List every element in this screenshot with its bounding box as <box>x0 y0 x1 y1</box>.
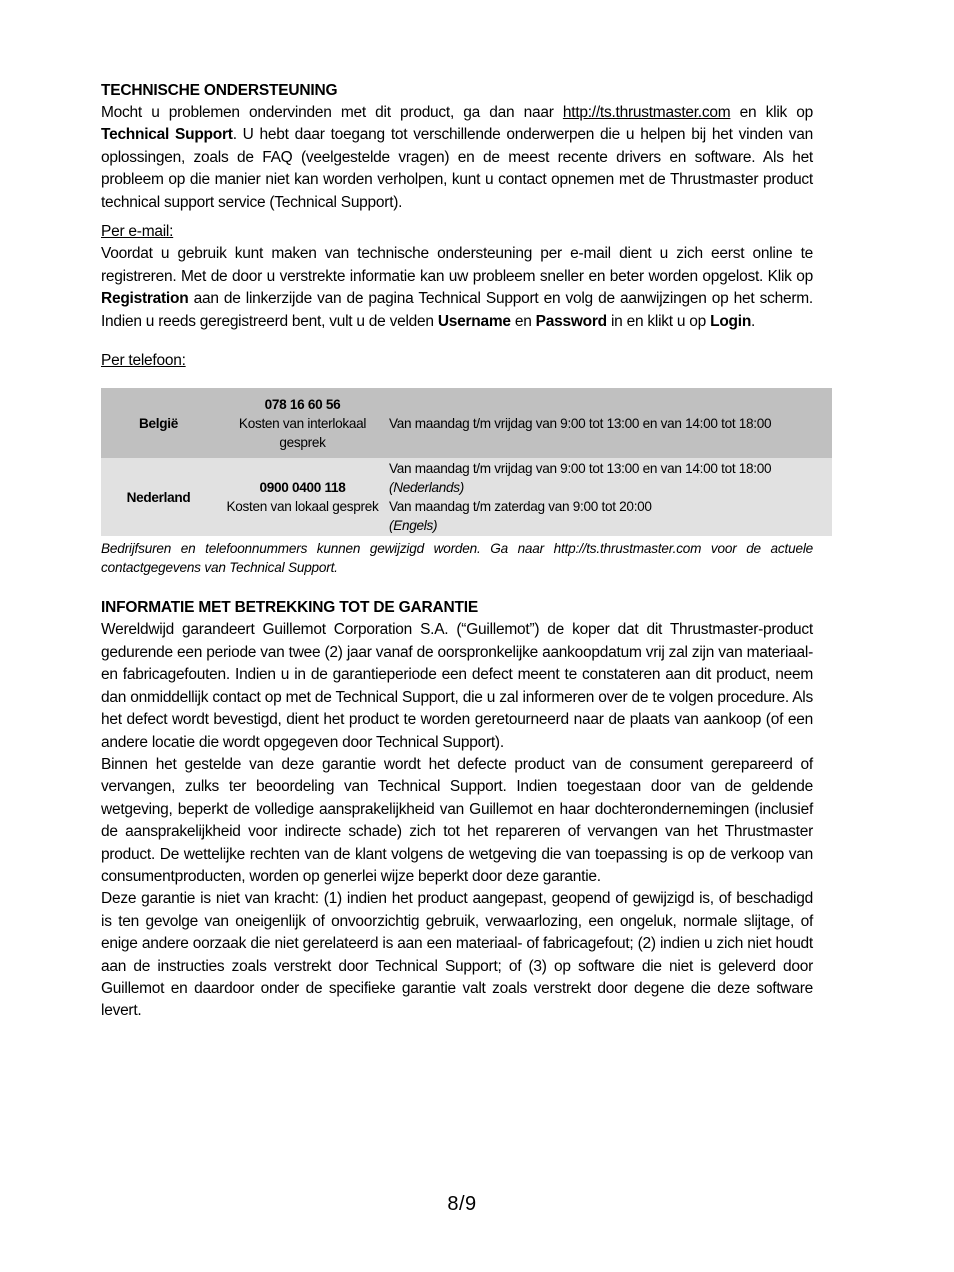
email-paragraph: Voordat u gebruik kunt maken van technische ondersteuning per e-mail dient u zich eerst online te registreren. Met de door u verstrekte informatie kan uw probleem sneller en beter worden opgelost. Klik op Registration aan de linkerzijde van de pagina Technical Support en volg de aanwijzingen op het scherm. Indien u reeds geregistreerd bent, vult u de velden Username en Password in en klikt u op Login. <box>101 245 813 330</box>
login-bold: Login <box>710 312 752 330</box>
password-bold: Password <box>535 312 607 330</box>
hours-line: Van maandag t/m vrijdag van 9:00 tot 13:00 en van 14:00 tot 18:00 <box>389 461 772 477</box>
email-label: Per e-mail: <box>101 223 174 241</box>
table-row <box>101 458 832 536</box>
support-heading: TECHNISCHE ONDERSTEUNING <box>101 82 338 99</box>
warranty-heading: INFORMATIE MET BETREKKING TOT DE GARANTIE <box>101 599 478 617</box>
country-cell: Nederland <box>126 489 191 505</box>
phone-support-table <box>101 388 832 536</box>
language-note: (Nederlands) <box>389 480 464 496</box>
warranty-paragraph: Deze garantie is niet van kracht: (1) indien het product aangepast, geopend of gewijzigd is, of beschadigd is ten gevolge van oneigenlijk of onvoorzichtig gebruik, verwaarlozing, een ongeluk, normale slijtage, of enige andere oorzaak die niet gerelateerd is aan een materiaal- of fabricagefout; (2) indien u zich niet houdt aan de instructies zoals verstrekt door Technical Support; of (3) op software die niet is geleverd door Guillemot en daardoor onder de specifieke garantie valt zoals verstrekt door degene die deze software levert. <box>101 890 813 1020</box>
country-cell: België <box>139 415 178 431</box>
phone-cell <box>216 388 389 458</box>
registration-bold: Registration <box>101 290 189 308</box>
technical-support-bold: Technical Support <box>101 126 233 144</box>
hours-cell <box>389 388 832 458</box>
warranty-paragraph: Wereldwijd garandeert Guillemot Corporation S.A. (“Guillemot”) de koper dat dit Thrustmaster-product gedurende een periode van twee (2) jaar vanaf de oorspronkelijke aankoopdatum vrij zal zijn van materiaal- en fabricagefouten. Indien u in de garantieperiode een defect meent te constateren aan dit product, neem dan onmiddellijk contact op met de Technical Support, die u zal informeren over de te volgen procedure. Als het defect wordt bevestigd, dient het product te worden geretourneerd naar de plaats van aankoop (of een andere locatie die wordt opgegeven door Technical Support). <box>101 621 813 751</box>
phone-cell <box>216 458 389 536</box>
hours-line: Van maandag t/m vrijdag van 9:00 tot 13:00 en van 14:00 tot 18:00 <box>389 415 772 431</box>
phone-cost: Kosten van lokaal gesprek <box>226 499 379 515</box>
hours-cell <box>389 458 832 536</box>
page-number: 8/9 <box>447 1193 477 1215</box>
table-row <box>101 388 832 458</box>
language-note: (Engels) <box>389 518 438 534</box>
phone-number: 0900 0400 118 <box>259 480 346 496</box>
username-bold: Username <box>437 312 511 330</box>
phone-label: Per telefoon: <box>101 352 186 370</box>
phone-note: Bedrijfsuren en telefoonnummers kunnen gewijzigd worden. Ga naar http://ts.thrustmaster.com voor de actuele contactgegevens van Technical Support. <box>101 541 813 576</box>
document-page <box>101 80 813 1023</box>
phone-cost: Kosten van interlokaal gesprek <box>238 415 367 450</box>
phone-number: 078 16 60 56 <box>264 396 341 412</box>
support-intro-paragraph: Mocht u problemen ondervinden met dit product, ga dan naar http://ts.thrustmaster.com en klik op Technical Support. U hebt daar toegang tot verschillende onderwerpen die u helpen bij het vinden van oplossingen, zoals de FAQ (veelgestelde vragen) en de meest recente drivers en software. Als het probleem op die manier niet kan worden verholpen, kunt u contact opnemen met de Thrustmaster product technical support service (Technical Support). <box>101 104 813 211</box>
warranty-paragraph: Binnen het gestelde van deze garantie wordt het defecte product van de consument gerepareerd of vervangen, zulks ter beoordeling van Technical Support. Indien toegestaan door van de geldende wetgeving, beperkt de volledige aansprakelijkheid van Guillemot en haar dochterondernemingen (inclusief de aansprakelijkheid voor indirecte schade) zich tot het repareren of vervangen van het Thrustmaster product. De wettelijke rechten van de klant volgens de wetgeving die van toepassing is op de verkoop van consumentproducten, worden op generlei wijze beperkt door deze garantie. <box>101 755 813 885</box>
hours-line: Van maandag t/m zaterdag van 9:00 tot 20:00 <box>389 499 652 515</box>
support-url-link[interactable]: http://ts.thrustmaster.com <box>562 104 731 121</box>
